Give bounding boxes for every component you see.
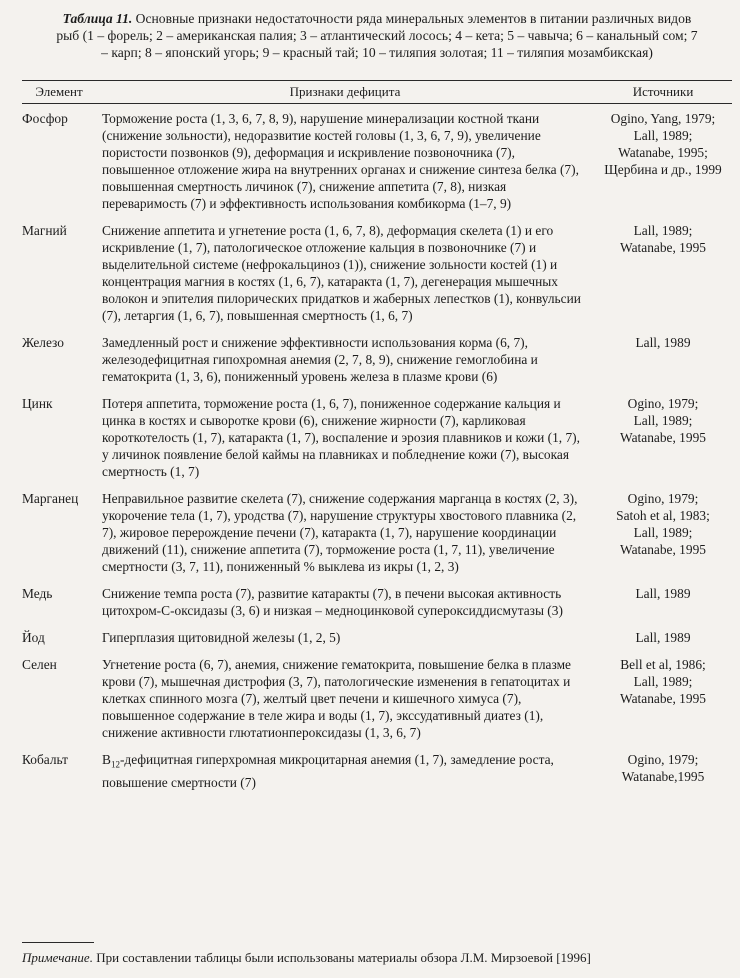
footnote-rule — [22, 942, 94, 943]
table-row — [22, 490, 732, 575]
table-row — [22, 585, 732, 619]
source-item: Watanabe, 1995 — [620, 430, 706, 445]
row-sources — [594, 656, 732, 741]
row-element: Цинк — [22, 396, 53, 411]
table-row — [22, 110, 732, 212]
source-item: Watanabe,1995 — [621, 769, 705, 784]
source-item: Ogino, 1979; — [627, 396, 699, 411]
row-element: Медь — [22, 586, 53, 601]
row-element: Кобальт — [22, 752, 68, 767]
table-note — [22, 950, 591, 966]
row-element: Железо — [22, 335, 64, 350]
row-symptoms: Неправильное развитие скелета (7), снижение содержания марганца в костях (2, 3), укорочение тела (1, 7), уродства (7), нарушение структуры хвостового плавника (2, 7), жировое перерождение печени (7), катаракта (1, 7), нарушение координации движений (11), снижение аппетита (7), торможение роста (1, 7, 11), увеличение смертности (3, 7, 11), пониженный % выклева из икры (1, 2, 3) — [102, 491, 578, 574]
source-item: Ogino, 1979; — [627, 752, 699, 767]
row-symptoms: Снижение темпа роста (7), развитие катаракты (7), в печени высокая активность цитохром-С-оксидазы (3, 6) и низкая – медноцинковой супероксиддисмутазы (3) — [102, 586, 563, 618]
note-text: При составлении таблицы были использованы материалы обзора Л.М. Мирзоевой [1996] — [92, 950, 591, 965]
table-row — [22, 334, 732, 385]
source-item: Watanabe, 1995 — [620, 691, 706, 706]
source-item: Lall, 1989; — [633, 128, 693, 143]
row-symptoms: Угнетение роста (6, 7), анемия, снижение гематокрита, повышение белка в плазме крови (7), мышечная дистрофия (3, 7), патологические изменения в гепатоцитах и клетках спинного мозга (7), желтый цвет печени и кишечного химуса (7), повышенное содержание в теле жира и воды (1, 7), экссудативный диатез (1), снижение активности глютатионпероксидазы (1, 3, 6, 7) — [102, 657, 571, 740]
table-row — [22, 629, 732, 646]
table-header — [22, 81, 732, 104]
row-symptoms: Гиперплазия щитовидной железы (1, 2, 5) — [102, 630, 341, 645]
row-element: Фосфор — [22, 111, 68, 126]
row-element: Магний — [22, 223, 67, 238]
table-caption-title: Таблица 11. — [62, 11, 133, 26]
row-symptoms: Потеря аппетита, торможение роста (1, 6, 7), пониженное содержание кальция и цинка в костях и сыворотке крови (6), снижение жирности (7), карликовая короткотелость (1, 7), катаракта (1, 7), воспаление и эрозия плавников и кожи (1, 7), у личинок появление белой каймы на плавниках и побледнение кожи (7), высокая смертность (1, 7) — [102, 396, 580, 479]
table-row — [22, 656, 732, 741]
row-sources — [594, 490, 732, 575]
vitamin-subscript: 12 — [110, 759, 120, 770]
source-item: Lall, 1989 — [635, 586, 691, 601]
row-sources — [594, 222, 732, 324]
source-item: Watanabe, 1995 — [620, 240, 706, 255]
table-caption-text: Основные признаки недостаточности ряда минеральных элементов в питании различных видов рыб (1 – форель; 2 – американская палия; 3 – атлантический лосось; 4 – кета; 5 – чавыча; 6 – канальный сом; 7 – карп; 8 – японский угорь; 9 – красный тай; 10 – тиляпия золотая; 11 – тиляпия мозамбикская) — [56, 11, 698, 60]
row-sources — [594, 395, 732, 480]
table-page — [22, 10, 732, 791]
row-symptoms: Замедленный рост и снижение эффективности использования корма (6, 7), железодефицитная гипохромная анемия (2, 7, 8, 9), снижение гемоглобина и гематокрита (1, 3, 6), пониженный уровень железа в плазме крови (6) — [102, 335, 538, 384]
row-sources — [594, 334, 732, 385]
row-sources — [594, 751, 732, 791]
row-symptoms: Торможение роста (1, 3, 6, 7, 8, 9), нарушение минерализации костной ткани (снижение зольности), недоразвитие костей головы (1, 3, 6, 7, 9), увеличение пористости позвонков (9), деформация и искривление позвоночника (7), повышенное отложение жира на внутренних органах и снижение синтеза белка (7), повышенная смертность личинок (7), снижение аппетита (7, 8), низкая переваримость (7) и эффективность использования комбикорма (1–7, 9) — [102, 111, 579, 211]
source-item: Lall, 1989; — [633, 674, 693, 689]
row-symptoms — [96, 751, 594, 791]
table-body — [22, 110, 732, 791]
table-row — [22, 222, 732, 324]
row-element: Марганец — [22, 491, 79, 506]
source-item: Watanabe, 1995; — [618, 145, 708, 160]
source-item: Lall, 1989 — [635, 335, 691, 350]
source-item: Lall, 1989; — [633, 413, 693, 428]
note-label: Примечание. — [22, 950, 93, 965]
header-sources: Источники — [632, 84, 694, 99]
source-item: Bell et al, 1986; — [620, 657, 706, 672]
vitamin-letter: B — [102, 752, 111, 767]
source-item: Ogino, Yang, 1979; — [610, 111, 716, 126]
source-item: Satoh et al, 1983; — [616, 508, 710, 523]
source-item: Lall, 1989; — [633, 223, 693, 238]
row-sources — [594, 110, 732, 212]
source-item: Щербина и др., 1999 — [604, 162, 722, 177]
source-item: Lall, 1989; — [633, 525, 693, 540]
table-caption — [22, 10, 732, 80]
row-sources — [594, 585, 732, 619]
row-symptoms-text: -дефицитная гиперхромная микроцитарная анемия (1, 7), замедление роста, повышение смертности (7) — [102, 752, 554, 790]
row-symptoms: Снижение аппетита и угнетение роста (1, 6, 7, 8), деформация скелета (1) и его искривление (1, 7), патологическое отложение кальция в позвоночнике (7) и выделительной системе (нефрокальциноз (1)), снижение зольности костей (1) и концентрация магния в костях (1, 6, 7), катаракта (1, 7), дегенерация мышечных волокон и эпителия пилорических придатков и жаберных лепестков (1), конвульсии (7), летаргия (1, 6, 7), повышенная смертность (1, 6, 7) — [102, 223, 581, 323]
row-element: Селен — [22, 657, 57, 672]
row-sources — [594, 629, 732, 646]
header-element: Элемент — [35, 84, 83, 99]
table-row — [22, 395, 732, 480]
header-symptoms: Признаки дефицита — [289, 84, 401, 99]
source-item: Watanabe, 1995 — [620, 542, 706, 557]
table-row — [22, 751, 732, 791]
source-item: Lall, 1989 — [635, 630, 691, 645]
row-element: Йод — [22, 630, 45, 645]
source-item: Ogino, 1979; — [627, 491, 699, 506]
